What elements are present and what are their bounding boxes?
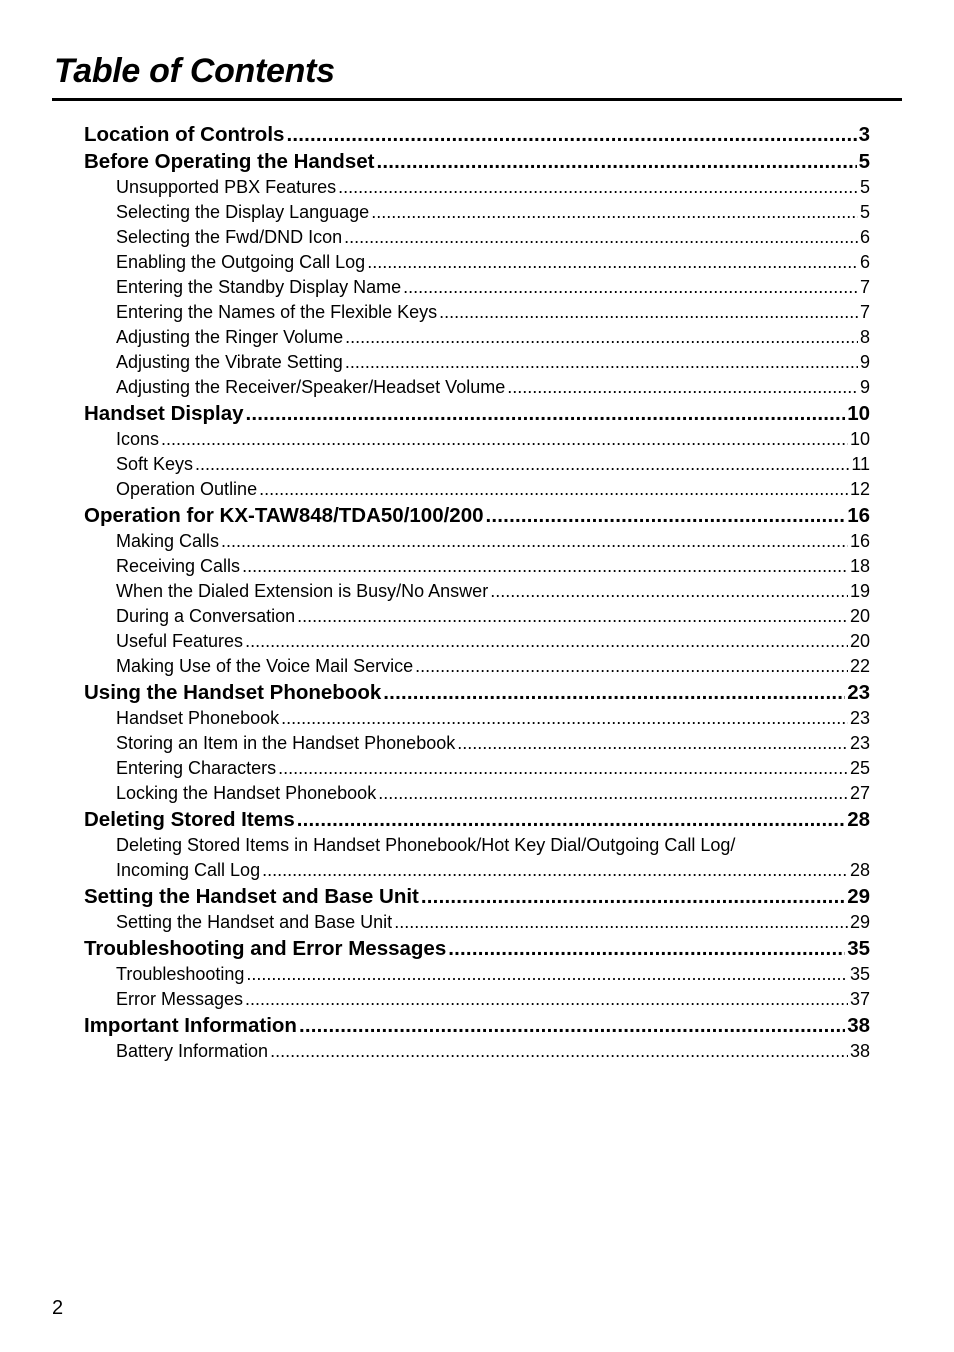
toc-label: Operation Outline bbox=[116, 479, 258, 499]
toc-page-number: 6 bbox=[859, 227, 870, 247]
dot-leader bbox=[299, 1012, 845, 1039]
toc-label: Deleting Stored Items bbox=[84, 808, 295, 831]
dot-leader bbox=[161, 427, 848, 452]
toc-label: Selecting the Fwd/DND Icon bbox=[116, 227, 343, 247]
toc-item[interactable] bbox=[84, 300, 870, 325]
toc-section[interactable] bbox=[84, 400, 870, 427]
toc-label: Soft Keys bbox=[116, 454, 194, 474]
dot-leader bbox=[281, 706, 848, 731]
table-of-contents bbox=[84, 121, 870, 1064]
toc-page-number: 7 bbox=[859, 277, 870, 297]
dot-leader bbox=[246, 962, 848, 987]
dot-leader bbox=[378, 781, 848, 806]
toc-item[interactable] bbox=[84, 781, 870, 806]
toc-label: Operation for KX-TAW848/TDA50/100/200 bbox=[84, 504, 484, 527]
toc-item[interactable] bbox=[84, 375, 870, 400]
toc-label: Adjusting the Receiver/Speaker/Headset Volume bbox=[116, 377, 506, 397]
toc-page-number: 18 bbox=[849, 556, 870, 576]
dot-leader bbox=[486, 502, 846, 529]
dot-leader bbox=[195, 452, 849, 477]
dot-leader bbox=[367, 250, 858, 275]
toc-page-number: 28 bbox=[847, 808, 870, 831]
toc-item[interactable] bbox=[84, 554, 870, 579]
toc-section[interactable] bbox=[84, 679, 870, 706]
dot-leader bbox=[278, 756, 848, 781]
toc-label: Before Operating the Handset bbox=[84, 150, 375, 173]
toc-page-number: 37 bbox=[849, 989, 870, 1009]
toc-label: Incoming Call Log bbox=[116, 860, 261, 880]
toc-page-number: 38 bbox=[849, 1041, 870, 1061]
toc-item[interactable] bbox=[84, 175, 870, 200]
dot-leader bbox=[439, 300, 858, 325]
toc-label: Adjusting the Ringer Volume bbox=[116, 327, 344, 347]
toc-page-number: 20 bbox=[849, 631, 870, 651]
dot-leader bbox=[345, 350, 858, 375]
toc-item[interactable] bbox=[84, 427, 870, 452]
toc-section[interactable] bbox=[84, 502, 870, 529]
toc-label: Troubleshooting bbox=[116, 964, 245, 984]
toc-label: Error Messages bbox=[116, 989, 244, 1009]
toc-label: Important Information bbox=[84, 1014, 297, 1037]
dot-leader bbox=[376, 148, 856, 175]
dot-leader bbox=[415, 654, 848, 679]
dot-leader bbox=[270, 1039, 848, 1064]
toc-item[interactable] bbox=[84, 910, 870, 935]
toc-label: Making Use of the Voice Mail Service bbox=[116, 656, 414, 676]
dot-leader bbox=[507, 375, 858, 400]
toc-page-number: 20 bbox=[849, 606, 870, 626]
toc-page-number: 10 bbox=[849, 429, 870, 449]
toc-page-number: 11 bbox=[851, 454, 870, 474]
toc-item[interactable] bbox=[84, 756, 870, 781]
toc-page-number: 23 bbox=[847, 681, 870, 704]
dot-leader bbox=[490, 579, 848, 604]
toc-section[interactable] bbox=[84, 148, 870, 175]
dot-leader bbox=[394, 910, 848, 935]
toc-label: Using the Handset Phonebook bbox=[84, 681, 382, 704]
dot-leader bbox=[448, 935, 845, 962]
toc-item[interactable] bbox=[84, 604, 870, 629]
dot-leader bbox=[345, 325, 858, 350]
toc-page-number: 5 bbox=[859, 177, 870, 197]
toc-label: Selecting the Display Language bbox=[116, 202, 370, 222]
toc-page-number: 29 bbox=[849, 912, 870, 932]
toc-label: Locking the Handset Phonebook bbox=[116, 783, 377, 803]
toc-item[interactable] bbox=[84, 529, 870, 554]
dot-leader bbox=[242, 554, 848, 579]
toc-page-number: 8 bbox=[859, 327, 870, 347]
toc-label: Location of Controls bbox=[84, 123, 285, 146]
toc-item[interactable] bbox=[84, 325, 870, 350]
toc-item[interactable] bbox=[84, 200, 870, 225]
dot-leader bbox=[297, 604, 848, 629]
toc-page-number: 25 bbox=[849, 758, 870, 778]
toc-item[interactable] bbox=[84, 629, 870, 654]
dot-leader bbox=[245, 629, 848, 654]
toc-label: Storing an Item in the Handset Phonebook bbox=[116, 733, 456, 753]
toc-section[interactable] bbox=[84, 935, 870, 962]
toc-item[interactable] bbox=[84, 579, 870, 604]
toc-item[interactable] bbox=[84, 962, 870, 987]
toc-page-number: 23 bbox=[849, 708, 870, 728]
toc-page-number: 29 bbox=[847, 885, 870, 908]
toc-label: During a Conversation bbox=[116, 606, 296, 626]
toc-label: Useful Features bbox=[116, 631, 244, 651]
dot-leader bbox=[457, 731, 848, 756]
toc-page-number: 27 bbox=[849, 783, 870, 803]
toc-item[interactable] bbox=[84, 706, 870, 731]
toc-page-number: 16 bbox=[849, 531, 870, 551]
dot-leader bbox=[338, 175, 858, 200]
toc-item[interactable] bbox=[84, 275, 870, 300]
toc-page-number: 28 bbox=[849, 860, 870, 880]
toc-page-number: 16 bbox=[847, 504, 870, 527]
dot-leader bbox=[286, 121, 856, 148]
toc-label: Entering the Standby Display Name bbox=[116, 277, 402, 297]
toc-section[interactable] bbox=[84, 883, 870, 910]
toc-label: Receiving Calls bbox=[116, 556, 241, 576]
toc-page-number: 12 bbox=[849, 479, 870, 499]
dot-leader bbox=[246, 400, 846, 427]
dot-leader bbox=[344, 225, 858, 250]
toc-page-number: 35 bbox=[849, 964, 870, 984]
toc-page-number: 23 bbox=[849, 733, 870, 753]
toc-item[interactable] bbox=[84, 858, 870, 883]
toc-page-number: 19 bbox=[849, 581, 870, 601]
dot-leader bbox=[403, 275, 858, 300]
toc-item[interactable] bbox=[84, 731, 870, 756]
toc-label: Battery Information bbox=[116, 1041, 269, 1061]
toc-label: Entering the Names of the Flexible Keys bbox=[116, 302, 438, 322]
toc-item[interactable] bbox=[84, 250, 870, 275]
title-rule bbox=[52, 98, 902, 101]
toc-item[interactable] bbox=[84, 452, 870, 477]
page-number: 2 bbox=[52, 1297, 64, 1319]
toc-entry-continued[interactable]: Deleting Stored Items in Handset Phonebook/Hot Key Dial/Outgoing Call Log/ bbox=[116, 835, 736, 855]
toc-page-number: 38 bbox=[847, 1014, 870, 1037]
dot-leader bbox=[421, 883, 845, 910]
toc-item[interactable] bbox=[84, 987, 870, 1012]
toc-page-number: 35 bbox=[847, 937, 870, 960]
toc-page-number: 9 bbox=[859, 377, 870, 397]
toc-page-number: 5 bbox=[859, 202, 870, 222]
dot-leader bbox=[383, 679, 845, 706]
toc-item[interactable] bbox=[84, 477, 870, 502]
toc-label: Handset Display bbox=[84, 402, 244, 425]
toc-label: Adjusting the Vibrate Setting bbox=[116, 352, 343, 372]
toc-label: Unsupported PBX Features bbox=[116, 177, 337, 197]
toc-page-number: 10 bbox=[847, 402, 870, 425]
toc-section[interactable] bbox=[84, 806, 870, 833]
toc-label: Setting the Handset and Base Unit bbox=[84, 885, 419, 908]
toc-label: Handset Phonebook bbox=[116, 708, 280, 728]
toc-page-number: 9 bbox=[859, 352, 870, 372]
toc-label: Setting the Handset and Base Unit bbox=[116, 912, 393, 932]
toc-section[interactable] bbox=[84, 1012, 870, 1039]
toc-page-number: 22 bbox=[849, 656, 870, 676]
toc-label: Entering Characters bbox=[116, 758, 277, 778]
toc-page-number: 3 bbox=[858, 123, 870, 146]
toc-page-number: 7 bbox=[859, 302, 870, 322]
toc-page-number: 5 bbox=[858, 150, 870, 173]
toc-item[interactable] bbox=[84, 225, 870, 250]
dot-leader bbox=[262, 858, 848, 883]
toc-label: When the Dialed Extension is Busy/No Answer bbox=[116, 581, 489, 601]
toc-item[interactable] bbox=[84, 1039, 870, 1064]
page-title: Table of Contents bbox=[54, 52, 335, 90]
toc-label: Icons bbox=[116, 429, 160, 449]
toc-label: Enabling the Outgoing Call Log bbox=[116, 252, 366, 272]
toc-page-number: 6 bbox=[859, 252, 870, 272]
dot-leader bbox=[245, 987, 848, 1012]
toc-section[interactable] bbox=[84, 121, 870, 148]
dot-leader bbox=[371, 200, 858, 225]
dot-leader bbox=[221, 529, 848, 554]
dot-leader bbox=[297, 806, 845, 833]
toc-label: Troubleshooting and Error Messages bbox=[84, 937, 447, 960]
toc-item[interactable] bbox=[84, 350, 870, 375]
toc-item[interactable] bbox=[84, 654, 870, 679]
toc-label: Making Calls bbox=[116, 531, 220, 551]
dot-leader bbox=[259, 477, 848, 502]
